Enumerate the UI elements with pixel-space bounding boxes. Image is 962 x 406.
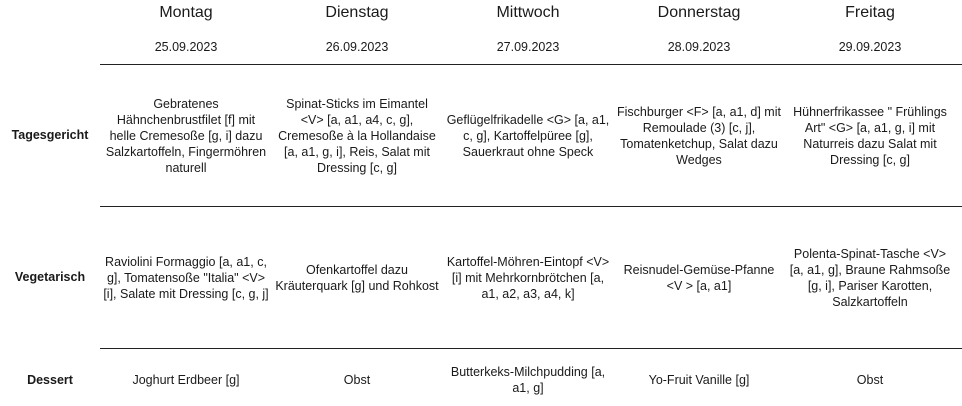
meal-cell-tagesgericht-thursday: Fischburger <F> [a, a1, d] mit Remoulade (3) [c, j], Tomatenketchup, Salat dazu Wedges [617, 105, 781, 167]
day-name-friday: Freitag [845, 4, 895, 21]
divider-bottom [100, 348, 962, 349]
meal-cell-vegetarisch-tuesday: Ofenkartoffel dazu Kräuterquark [g] und Rohkost [275, 263, 439, 293]
divider-top [100, 64, 962, 65]
date-tuesday: 26.09.2023 [325, 40, 389, 54]
meal-cell-vegetarisch-friday: Polenta-Spinat-Tasche <V> [a, a1, g], Braune Rahmsoße [g, i], Pariser Karotten, Salzkartoffeln [789, 247, 951, 309]
day-name-tuesday: Dienstag [325, 4, 389, 21]
meal-cell-dessert-monday: Joghurt Erdbeer [g] [132, 373, 240, 387]
day-name-monday: Montag [159, 4, 213, 21]
date-friday: 29.09.2023 [838, 40, 902, 54]
row-label-dessert: Dessert [27, 373, 73, 387]
date-wednesday: 27.09.2023 [496, 40, 560, 54]
meal-cell-tagesgericht-wednesday: Geflügelfrikadelle <G> [a, a1, c, g], Kartoffelpüree [g], Sauerkraut ohne Speck [446, 113, 610, 159]
day-name-wednesday: Mittwoch [496, 4, 560, 21]
meal-cell-dessert-friday: Obst [856, 373, 884, 387]
meal-cell-dessert-thursday: Yo-Fruit Vanille [g] [648, 373, 750, 387]
row-label-tagesgericht: Tagesgericht [11, 128, 89, 142]
date-monday: 25.09.2023 [154, 40, 218, 54]
day-name-thursday: Donnerstag [657, 4, 741, 21]
meal-cell-dessert-wednesday: Butterkeks-Milchpudding [a, a1, g] [450, 365, 606, 395]
row-label-vegetarisch: Vegetarisch [14, 270, 86, 284]
meal-cell-tagesgericht-tuesday: Spinat-Sticks im Eimantel <V> [a, a1, a4, c, g], Cremesoße à la Hollandaise [a, a1, g, i], Reis, Salat mit Dressing [c, g] [278, 97, 436, 175]
divider-middle [100, 206, 962, 207]
meal-cell-vegetarisch-thursday: Reisnudel-Gemüse-Pfanne <V > [a, a1] [623, 263, 775, 293]
meal-cell-tagesgericht-monday: Gebratenes Hähnchenbrustfilet [f] mit helle Cremesoße [g, i] dazu Salzkartoffeln, Fingermöhren naturell [105, 97, 267, 175]
meal-cell-vegetarisch-monday: Raviolini Formaggio [a, a1, c, g], Tomatensoße "Italia" <V> [i], Salate mit Dressing [c, g, j] [103, 255, 269, 301]
meal-cell-tagesgericht-friday: Hühnerfrikassee " Frühlings Art" <G> [a, a1, g, i] mit Naturreis dazu Salat mit Dressing [c, g] [793, 105, 947, 167]
meal-cell-dessert-tuesday: Obst [343, 373, 371, 387]
meal-cell-vegetarisch-wednesday: Kartoffel-Möhren-Eintopf <V> [i] mit Mehrkornbrötchen [a, a1, a2, a3, a4, k] [446, 255, 610, 301]
date-thursday: 28.09.2023 [667, 40, 731, 54]
